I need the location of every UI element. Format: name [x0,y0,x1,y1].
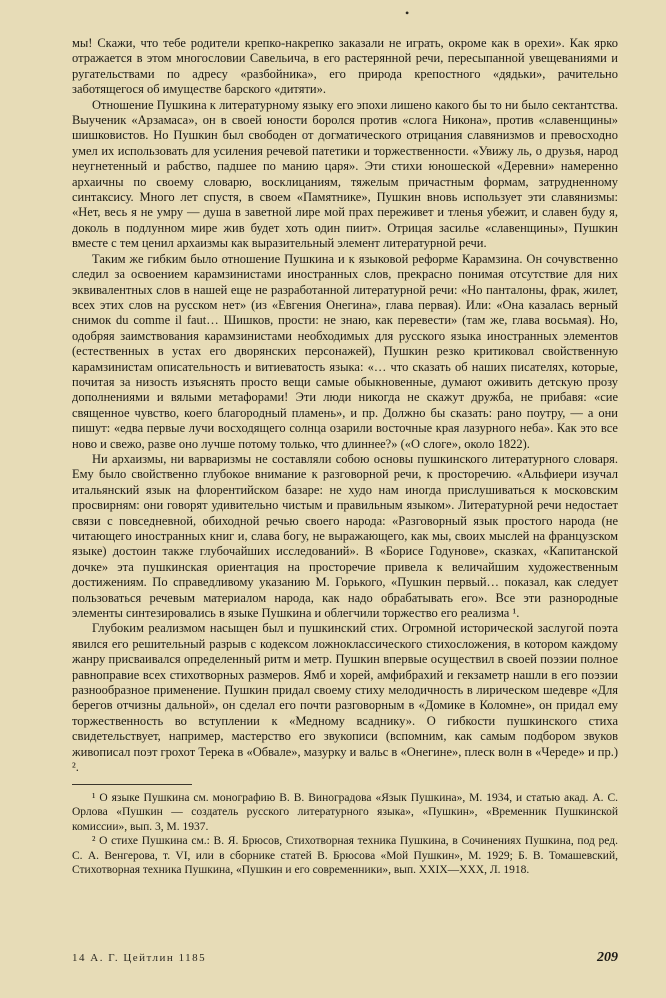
footnote-divider [72,784,192,785]
paragraph: Глубоким реализмом насыщен был и пушкинский стих. Огромной исторической заслугой поэта явился его решительный разрыв с кодексом ложноклассического стихосложения, в котором каждому жанру присваивался определенный ритм и метр. Пушкин впервые осуществил в своей поэзии полное равноправие всех стихотворных размеров. Ямб и хорей, амфибрахий и гекзаметр нашли в его поэзии разнообразное применение. Пушкин придал своему стиху мелодичность в лирическом шедевре «Для берегов отчизны дальной», он сделал его почти разговорным в «Домике в Коломне», он придал ему торжественность во вступлении к «Медному всаднику». О гибкости пушкинского стиха свидетельствует, например, мастерство его звукописи (вспомним, как самым подбором звуков живописал поэт грохот Терека в «Обвале», мазурку и вальс в «Онегине», плеск волн в «Череде» и пр.) ². [72,621,618,775]
page-number: 209 [597,950,618,965]
footnote: ¹ О языке Пушкина см. монографию В. В. Виноградова «Язык Пушкина», М. 1934, и статью акад. А. С. Орлова «Пушкин — создатель русского литературного языка», «Пушкин», «Временник Пушкинской комиссии», вып. 3, М. 1937. [72,791,618,833]
paragraph: Отношение Пушкина к литературному языку его эпохи лишено какого бы то ни было сектантства. Выученик «Арзамаса», он в своей юности боролся против «слога Никона», против «славенщины» шишковистов. Но Пушкин был свободен от догматического отрицания славянизмов и превосходно умел их использовать для усиления речевой патетики и торжественности. «Увижу ль, о друзья, народ неугнетенный и рабство, падшее по манию царя». Эти стихи юношеской «Деревни» намеренно архаичны по своему словарю, восклицаниям, тяжелым причастным формам, затрудненному синтаксису. Много лет спустя, в своем «Памятнике», Пушкин вновь использует эти славянизмы: «Нет, весь я не умру — душа в заветной лире мой прах переживет и тленья убежит, и славен буду я, доколь в подлунном мире жив будет хоть один пиит». Отрицая засилье «славенщины», Пушкин вместе с тем ценил архаизмы как выразительный элемент литературной речи. [72,97,618,251]
main-text [72,36,618,776]
printer-signature: 14 А. Г. Цейтлин 1185 [72,952,207,964]
paragraph: Ни архаизмы, ни варваризмы не составляли собою основы пушкинского литературного словаря. Ему было свойственно глубокое внимание к разговорной речи, к просторечию. «Альфиери изучал итальянский язык на флорентийском базаре: не худо нам иногда прислушиваться к московским просвирням: они говорят удивительно чистым и правильным языком». Литературной речи недостает связи с повседневной, обиходной речью своего народа: «Разговорный язык простого народа (не читающего иностранных книг и, слава богу, не выражающего, как мы, своих мыслей на французском языке) достоин также глубочайших исследований». В «Борисе Годунове», сказках, «Капитанской дочке» эта пушкинская ориентация на просторечие привела к величайшим художественным достижениям. По справедливому указанию М. Горького, «Пушкин первый… показал, как следует пользоваться речевым материалом народа, как надо обрабатывать его». Все эти разнородные элементы синтезировались в языке Пушкина и облегчили торжество его реализма ¹. [72,451,618,621]
footnote: ² О стихе Пушкина см.: В. Я. Брюсов, Стихотворная техника Пушкина, в Сочинениях Пушкина, под ред. С. А. Венгерова, т. VI, или в сборнике статей В. Брюсова «Мой Пушкин», М. 1929; Б. В. Томашевский, Стихотворная техника Пушкина, «Пушкин и его современники», вып. XXIX—XXX, Л. 1918. [72,835,618,877]
page-footer [72,952,618,972]
paragraph: мы! Скажи, что тебе родители крепко-накрепко заказали не играть, окроме как в орехи». Как ярко отражается в этом многословии Савельича, в его растерянной речи, пересыпанной увещеваниями и ругательствами по адресу «разбойника», его природа крепостного «дядьки», рачительно заботящегося об имуществе барского «дитяти». [72,36,618,97]
footnotes [72,791,618,879]
printer-mark: • [405,6,410,20]
paragraph: Таким же гибким было отношение Пушкина и к языковой реформе Карамзина. Он сочувственно следил за освоением карамзинистами иностранных слов, прекрасно понимая отсутствие для них эквивалентных слов в нашей еще не разработанной литературной речи: «Но панталоны, фрак, жилет, всех этих слов на русском нет» (из «Евгения Онегина», глава первая). Или: «Она казалась верный снимок du comme il faut… Шишков, прости: не знаю, как перевести» (там же, глава восьмая). Но, одобряя заимствования карамзинистами необходимых для русского языка иностранных элементов (естественных в устах его дворянских персонажей), Пушкин резко критиковал свойственную карамзинистам описательность и витиеватость языка: «… что сказать об наших писателях, которые, почитая за низость изъяснять просто вещи самые обыкновенные, думают оживить детскую прозу дополнениями и вялыми метафорами! Эти люди никогда не скажут дружба, не прибавя: «сие священное чувство, коего благородный пламень», и пр. Должно бы сказать: рано поутру, — а они пишут: «едва первые лучи восходящего солнца озарили восточные края лазурного неба». Как это все ново и свежо, разве оно лучше потому только, что длиннее?» («О слоге», около 1822). [72,251,618,451]
